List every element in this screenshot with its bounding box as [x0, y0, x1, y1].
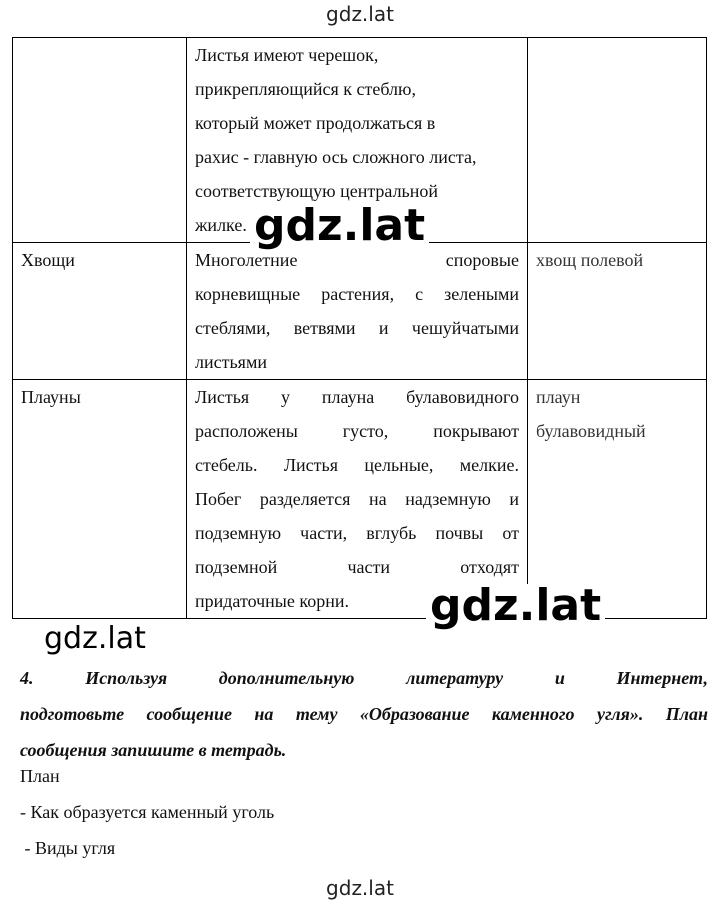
description-line: Многолетние споровые: [195, 250, 519, 270]
description-cell: [187, 243, 528, 380]
description-line: который может продолжаться в: [195, 113, 436, 133]
description-line: листьями: [195, 352, 267, 372]
description-line: стебель. Листья цельные, мелкие.: [195, 455, 519, 475]
description-line: соответствующую центральной: [195, 181, 439, 201]
description-line: подземной части отходят: [195, 557, 519, 577]
task-line: сообщения запишите в тетрадь.: [20, 740, 287, 760]
plan-section: [20, 758, 274, 866]
table-row: [13, 243, 707, 380]
description-line: рахис - главную ось сложного листа,: [195, 147, 477, 167]
description-line: прикрепляющийся к стеблю,: [195, 79, 416, 99]
plan-item: - Виды угля: [20, 838, 116, 858]
description-line: расположены густо, покрывают: [195, 421, 519, 441]
description-line: стеблями, ветвями и чешуйчатыми: [195, 318, 519, 338]
description-line: Листья у плауна булавовидного: [195, 387, 519, 407]
plant-name-cell: [13, 38, 187, 243]
description-line: Побег разделяется на надземную и: [195, 489, 519, 509]
example-cell: хвощ полевой: [528, 243, 707, 380]
watermark-bottom: gdz.lat: [326, 876, 394, 900]
plant-name-cell: Хвощи: [13, 243, 187, 380]
description-line: придаточные корни.: [195, 591, 349, 611]
example-line: булавовидный: [536, 421, 646, 441]
table-row: [13, 380, 707, 619]
task-line: 4. Используя дополнительную литературу и Интернет,: [20, 668, 708, 688]
watermark-overlay: gdz.lat: [426, 584, 605, 628]
description-line: подземную части, вглубь почвы от: [195, 523, 519, 543]
plan-item: - Как образуется каменный уголь: [20, 802, 275, 822]
example-line: плаун: [536, 387, 581, 407]
task-statement: [20, 660, 708, 768]
description-line: жилке.: [195, 215, 247, 235]
description-line: Листья имеют черешок,: [195, 45, 379, 65]
watermark-top: gdz.lat: [326, 2, 394, 26]
plants-table: [12, 37, 707, 619]
watermark-overlay: gdz.lat: [250, 204, 429, 248]
example-cell: [528, 38, 707, 243]
plant-name-cell: Плауны: [13, 380, 187, 619]
plan-title: План: [20, 766, 60, 786]
task-line: подготовьте сообщение на тему «Образование каменного угля». План: [20, 704, 708, 724]
watermark-overlay: gdz.lat: [40, 624, 150, 654]
description-line: корневищные растения, с зелеными: [195, 284, 519, 304]
